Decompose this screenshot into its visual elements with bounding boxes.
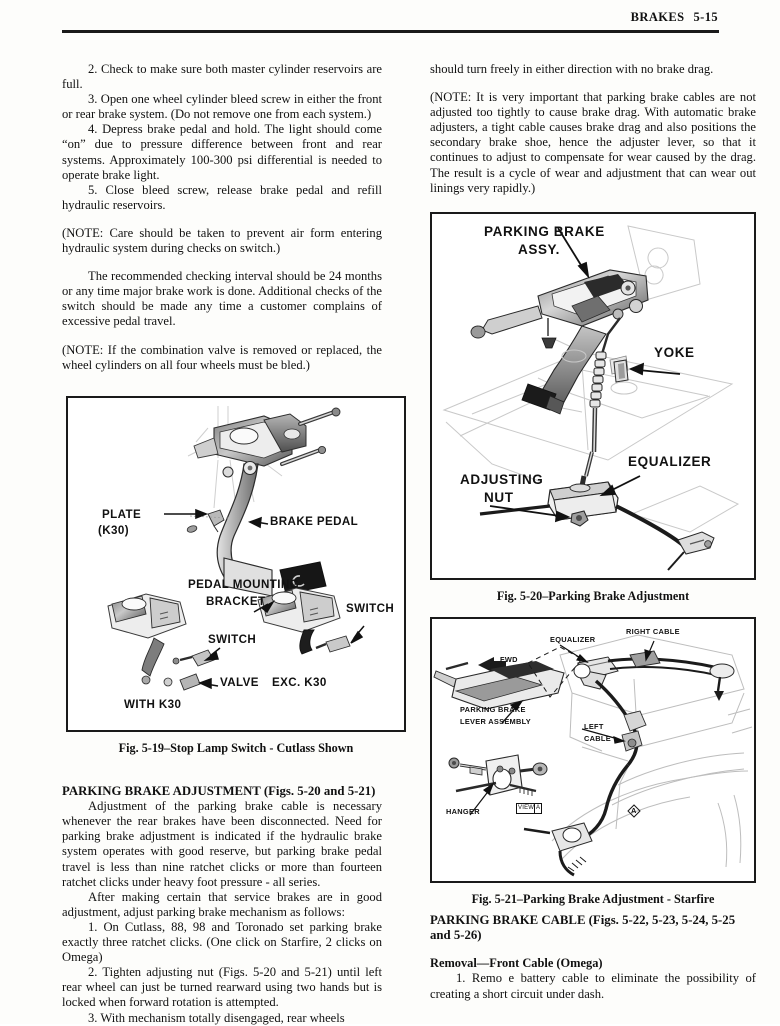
figure-5-21-view-letter: A bbox=[534, 803, 542, 814]
heading-parking-brake-cable: PARKING BRAKE CABLE (Figs. 5-22, 5-23, 5-24, 5-25 and 5-26) bbox=[430, 913, 736, 943]
paragraph-step-2: 2. Check to make sure both master cylinder reservoirs are full. bbox=[62, 62, 382, 92]
figure-5-20-artwork bbox=[432, 214, 754, 578]
figure-5-20-label-equalizer: EQUALIZER bbox=[628, 454, 712, 469]
figure-5-21-label-hanger: HANGER bbox=[446, 807, 480, 816]
right-column bbox=[430, 62, 756, 196]
figure-5-19-label-plate: PLATE bbox=[102, 508, 142, 521]
figure-5-20-caption: Fig. 5-20–Parking Brake Adjustment bbox=[496, 589, 690, 603]
figure-5-19-label-bracket: BRACKET bbox=[206, 595, 266, 608]
header-rule bbox=[62, 30, 719, 33]
paragraph-checking-interval: The recommended checking interval should be 24 months or any time major brake work is done. Additional checks of the switch should be made any time a customer complains of excessive pedal travel. bbox=[62, 269, 382, 329]
figure-5-19-caption: Fig. 5-19–Stop Lamp Switch - Cutlass Shown bbox=[118, 741, 354, 755]
paragraph-step-3: 3. Open one wheel cylinder bleed screw in either the front or rear brake system. (Do not remove one from each system.) bbox=[62, 92, 382, 122]
figure-5-21-label-lever-line2: LEVER ASSEMBLY bbox=[460, 717, 532, 726]
figure-5-21-view-label: VIEW bbox=[516, 803, 536, 814]
figure-5-19-label-valve: VALVE bbox=[220, 676, 259, 689]
paragraph-pbc-step-1: 1. Remo e battery cable to eliminate the possibility of creating a short circuit under dash. bbox=[430, 971, 756, 1001]
heading-parking-brake-adjustment: PARKING BRAKE ADJUSTMENT (Figs. 5-20 and 5-21) bbox=[62, 784, 376, 798]
figure-5-21-label-fwd: FWD bbox=[500, 655, 518, 664]
figure-5-19-label-brake-pedal: BRAKE PEDAL bbox=[270, 515, 359, 528]
note-air-entering: (NOTE: Care should be taken to prevent air form entering hydraulic system during checks on switch.) bbox=[62, 225, 382, 256]
left-column bbox=[62, 62, 382, 373]
figure-5-19 bbox=[66, 396, 406, 756]
figure-5-19-label-switch-right: SWITCH bbox=[346, 602, 395, 615]
figure-5-19-box bbox=[66, 396, 406, 732]
figure-5-21 bbox=[430, 617, 756, 907]
figure-5-20-label-assy: ASSY. bbox=[518, 242, 561, 257]
figure-5-21-caption: Fig. 5-21–Parking Brake Adjustment - Starfire bbox=[471, 892, 715, 906]
figure-5-20-label-parking-brake: PARKING BRAKE bbox=[484, 224, 605, 239]
note-cable-tightness: (NOTE: It is very important that parking brake cables are not adjusted too tightly to cause brake drag. With automatic brake adjusters, a tight cable causes brake drag and also positions the secondary brake shoe, hence the adjuster lever, so that it continues to adjust to compensate for wear caused by the drag. The result is a cycle of wear and adjustment that can wear out linings very rapidly.) bbox=[430, 90, 756, 195]
left-column-lower bbox=[62, 784, 382, 1026]
figure-5-19-label-switch-middle: SWITCH bbox=[208, 633, 257, 646]
figure-5-20-box bbox=[430, 212, 756, 580]
figure-5-20-label-adjusting: ADJUSTING bbox=[460, 472, 544, 487]
figure-5-19-label-pedal-mounting: PEDAL MOUNTING bbox=[188, 578, 300, 591]
figure-5-21-box bbox=[430, 617, 756, 883]
subheading-removal-front-cable: Removal—Front Cable (Omega) bbox=[430, 956, 603, 971]
figure-5-20 bbox=[430, 212, 756, 604]
figure-5-20-label-yoke: YOKE bbox=[654, 345, 695, 360]
paragraph-step-4: 4. Depress brake pedal and hold. The light should come “on” due to pressure difference between front and rear systems. Approximately 100-300 psi differential is needed to operate brake light. bbox=[62, 122, 382, 182]
paragraph-pba-step-1: 1. On Cutlass, 88, 98 and Toronado set parking brake exactly three ratchet clicks. (One click on Starfire, 2 clicks on Omega) bbox=[62, 919, 382, 965]
figure-5-21-label-right-cable: RIGHT CABLE bbox=[626, 627, 680, 636]
figure-5-20-label-nut: NUT bbox=[484, 490, 514, 505]
paragraph-pba-step-2: 2. Tighten adjusting nut (Figs. 5-20 and 5-21) until left rear wheel can just be turned rearward using two hands but is locked when forward rotation is attempted. bbox=[62, 965, 382, 1010]
figure-5-21-callout-a: A bbox=[631, 806, 637, 815]
right-column-lower bbox=[430, 913, 756, 1002]
figure-5-21-label-equalizer: EQUALIZER bbox=[550, 635, 596, 644]
running-head-section: BRAKES bbox=[630, 10, 685, 24]
running-head-page-number: 5-15 bbox=[693, 10, 718, 24]
paragraph-pba-after: After making certain that service brakes are in good adjustment, adjust parking brake mechanism as follows: bbox=[62, 889, 382, 919]
figure-5-21-label-left-line2: CABLE bbox=[584, 734, 611, 743]
paragraph-step-5: 5. Close bleed screw, release brake pedal and refill hydraulic reservoirs. bbox=[62, 182, 382, 212]
figure-5-19-label-exc-k30: EXC. K30 bbox=[272, 676, 327, 689]
paragraph-pba-step-3: 3. With mechanism totally disengaged, rear wheels bbox=[88, 1010, 345, 1025]
running-head bbox=[62, 10, 718, 25]
paragraph-pba-intro: Adjustment of the parking brake cable is necessary whenever the rear brakes have been disconnected. Need for parking brake adjustment is indicated if the hydraulic brake system operates with good reserve, but parking brake pedal travel is less than nine ratchet clicks or more than fourteen ratchet clicks under heavy foot pressure - all series. bbox=[62, 799, 382, 889]
figure-5-19-label-with-k30: WITH K30 bbox=[124, 698, 182, 711]
note-combination-valve: (NOTE: If the combination valve is removed or replaced, the wheel cylinders on all four wheels must be bled.) bbox=[62, 342, 382, 372]
paragraph-continuation: should turn freely in either direction with no brake drag. bbox=[430, 62, 714, 76]
figure-5-21-artwork bbox=[432, 619, 754, 881]
figure-5-21-label-left-line1: LEFT bbox=[584, 722, 604, 731]
figure-5-21-label-lever-line1: PARKING BRAKE bbox=[460, 705, 526, 714]
figure-5-19-label-plate-code: (K30) bbox=[98, 524, 129, 537]
